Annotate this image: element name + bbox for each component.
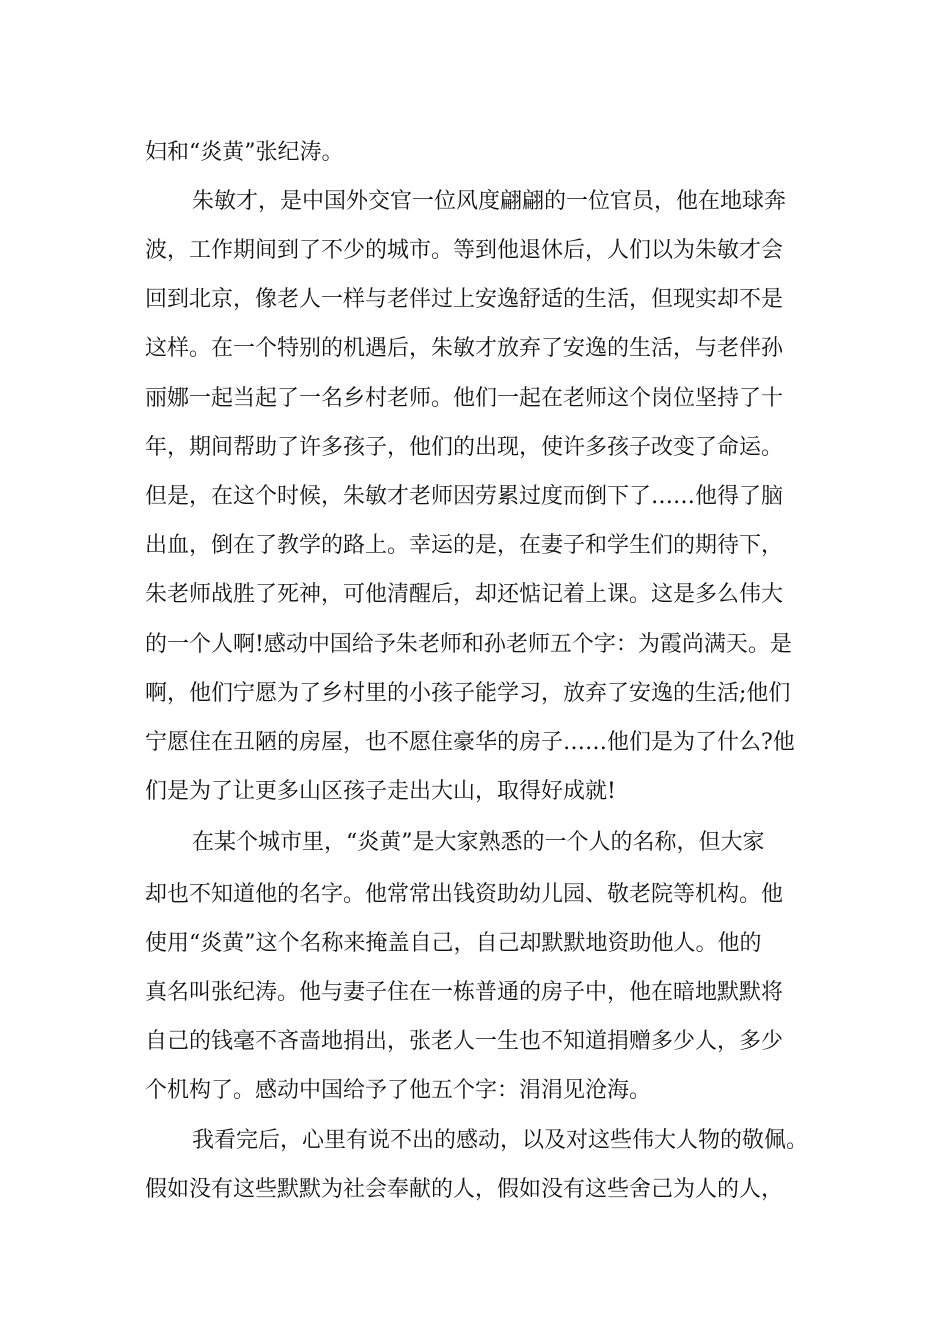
text-line: 们是为了让更多山区孩子走出大山，取得好成就! — [145, 779, 616, 804]
text-line: 丽娜一起当起了一名乡村老师。他们一起在老师这个岗位坚持了十 — [145, 386, 784, 411]
text-line: 妇和“炎黄”张纪涛。 — [145, 140, 344, 165]
text-line: 的一个人啊!感动中国给予朱老师和孙老师五个字：为霞尚满天。是 — [145, 632, 792, 657]
text-line: 自己的钱毫不吝啬地捐出，张老人一生也不知道捐赠多少人，多少 — [145, 1029, 784, 1054]
text-line: 却也不知道他的名字。他常常出钱资助幼儿园、敬老院等机构。他 — [145, 882, 784, 907]
text-line: 使用“炎黄”这个名称来掩盖自己，自己却默默地资助他人。他的 — [145, 931, 762, 956]
text-line: 但是，在这个时候，朱敏才老师因劳累过度而倒下了……他得了脑 — [145, 484, 784, 509]
paragraph-start-line: 在某个城市里，“炎黄”是大家熟悉的一个人的名称，但大家 — [192, 830, 765, 855]
text-line: 个机构了。感动中国给予了他五个字：涓涓见沧海。 — [145, 1078, 652, 1103]
text-line: 朱老师战胜了死神，可他清醒后，却还惦记着上课。这是多么伟大 — [145, 582, 784, 607]
text-line: 回到北京，像老人一样与老伴过上安逸舒适的生活，但现实却不是 — [145, 287, 784, 312]
text-line: 假如没有这些默默为社会奉献的人，假如没有这些舍己为人的人， — [145, 1177, 784, 1202]
text-line: 波，工作期间到了不少的城市。等到他退休后，人们以为朱敏才会 — [145, 238, 784, 263]
text-line: 出血，倒在了教学的路上。幸运的是，在妻子和学生们的期待下， — [145, 533, 784, 558]
paragraph-start-line: 我看完后，心里有说不出的感动，以及对这些伟大人物的敬佩。 — [192, 1128, 809, 1153]
text-line: 真名叫张纪涛。他与妻子住在一栋普通的房子中，他在暗地默默将 — [145, 980, 784, 1005]
text-line: 啊，他们宁愿为了乡村里的小孩子能学习，放弃了安逸的生活;他们 — [145, 681, 791, 706]
text-line: 宁愿住在丑陋的房屋，也不愿住豪华的房子……他们是为了什么?他 — [145, 730, 795, 755]
text-line: 年，期间帮助了许多孩子，他们的出现，使许多孩子改变了命运。 — [145, 435, 784, 460]
text-line: 这样。在一个特别的机遇后，朱敏才放弃了安逸的生活，与老伴孙 — [145, 336, 784, 361]
paragraph-start-line: 朱敏才，是中国外交官一位风度翩翩的一位官员，他在地球奔 — [192, 189, 787, 214]
